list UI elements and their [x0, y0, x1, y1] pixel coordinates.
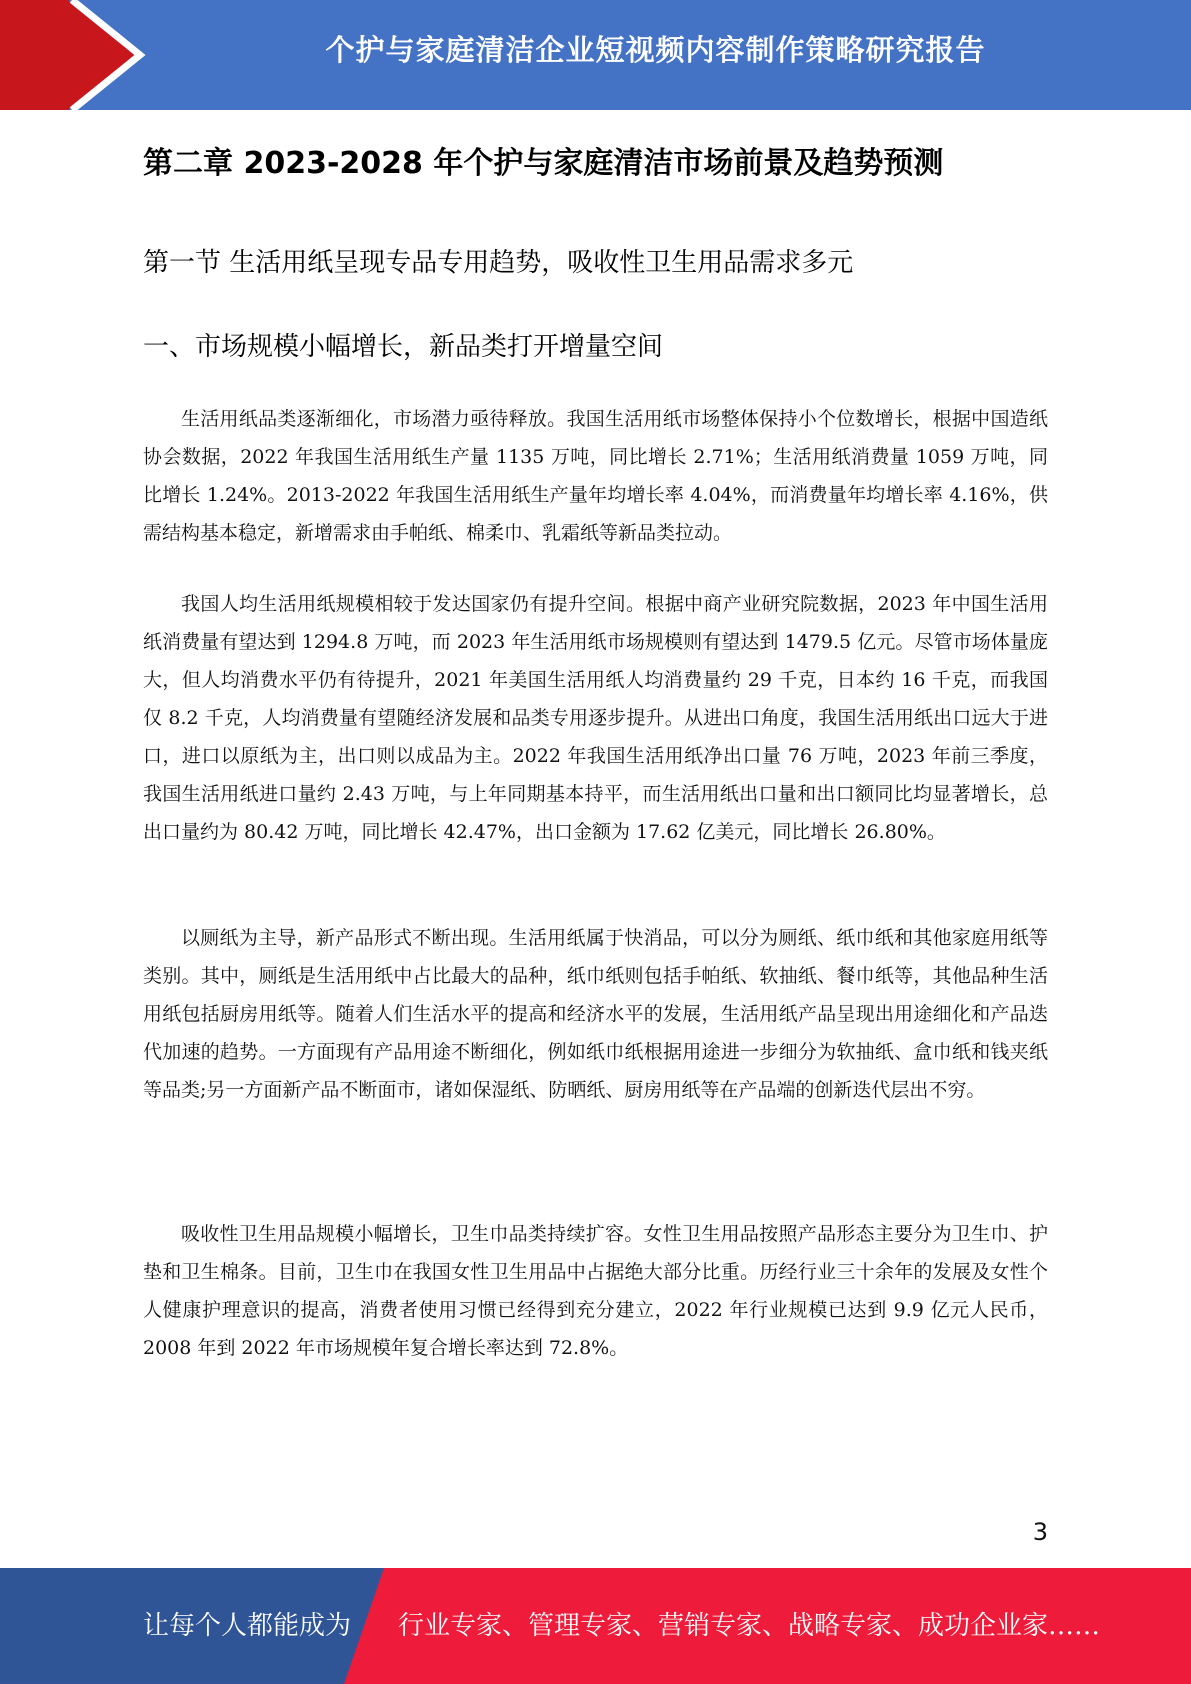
report-title: 个护与家庭清洁企业短视频内容制作策略研究报告 — [325, 33, 986, 67]
header-arrow-decoration — [0, 0, 160, 110]
chapter-title: 第二章 2023-2028 年个护与家庭清洁市场前景及趋势预测 — [143, 146, 944, 181]
footer-slogan-right: 行业专家、管理专家、营销专家、战略专家、成功企业家…… — [398, 1611, 1101, 1641]
page-number: 3 — [1032, 1518, 1048, 1546]
subsection-title: 一、市场规模小幅增长，新品类打开增量空间 — [143, 332, 664, 362]
body-paragraph: 以厕纸为主导，新产品形式不断出现。生活用纸属于快消品，可以分为厕纸、纸巾纸和其他家庭用纸等类别。其中，厕纸是生活用纸中占比最大的品种，纸巾纸则包括手帕纸、软抽纸、餐巾纸等，其他品种生活用纸包括厨房用纸等。随着人们生活水平的提高和经济水平的发展，生活用纸产品呈现出用途细化和产品迭代加速的趋势。一方面现有产品用途不断细化，例如纸巾纸根据用途进一步细分为软抽纸、盒巾纸和钱夹纸等品类;另一方面新产品不断面市，诸如保湿纸、防晒纸、厨房用纸等在产品端的创新迭代层出不穷。 — [143, 927, 1048, 1101]
page-footer — [0, 1568, 1191, 1684]
body-paragraph: 生活用纸品类逐渐细化，市场潜力亟待释放。我国生活用纸市场整体保持小个位数增长，根据中国造纸协会数据，2022 年我国生活用纸生产量 1135 万吨，同比增长 2.71%；生活用纸消费量 1059 万吨，同比增长 1.24%。2013-2022 年我国生活用纸生产量年均增长率 4.04%，而消费量年均增长率 4.16%，供需结构基本稳定，新增需求由手帕纸、棉柔巾、乳霜纸等新品类拉动。 — [143, 408, 1048, 544]
body-paragraph: 我国人均生活用纸规模相较于发达国家仍有提升空间。根据中商产业研究院数据，2023 年中国生活用纸消费量有望达到 1294.8 万吨，而 2023 年生活用纸市场规模则有望达到 1479.5 亿元。尽管市场体量庞大，但人均消费水平仍有待提升，2021 年美国生活用纸人均消费量约 29 千克，日本约 16 千克，而我国仅 8.2 千克，人均消费量有望随经济发展和品类专用逐步提升。从进出口角度，我国生活用纸出口远大于进口，进口以原纸为主，出口则以成品为主。2022 年我国生活用纸净出口量 76 万吨，2023 年前三季度，我国生活用纸进口量约 2.43 万吨，与上年同期基本持平，而生活用纸出口量和出口额同比均显著增长，总出口量约为 80.42 万吨，同比增长 42.47%，出口金额为 17.62 亿美元，同比增长 26.80%。 — [143, 593, 1048, 843]
section-title: 第一节 生活用纸呈现专品专用趋势，吸收性卫生用品需求多元 — [143, 248, 854, 278]
body-paragraph: 吸收性卫生用品规模小幅增长，卫生巾品类持续扩容。女性卫生用品按照产品形态主要分为卫生巾、护垫和卫生棉条。目前，卫生巾在我国女性卫生用品中占据绝大部分比重。历经行业三十余年的发展及女性个人健康护理意识的提高，消费者使用习惯已经得到充分建立，2022 年行业规模已达到 9.9 亿元人民币，2008 年到 2022 年市场规模年复合增长率达到 72.8%。 — [143, 1223, 1048, 1359]
page-header — [0, 0, 1191, 110]
footer-slogan-left: 让每个人都能成为 — [143, 1611, 352, 1641]
